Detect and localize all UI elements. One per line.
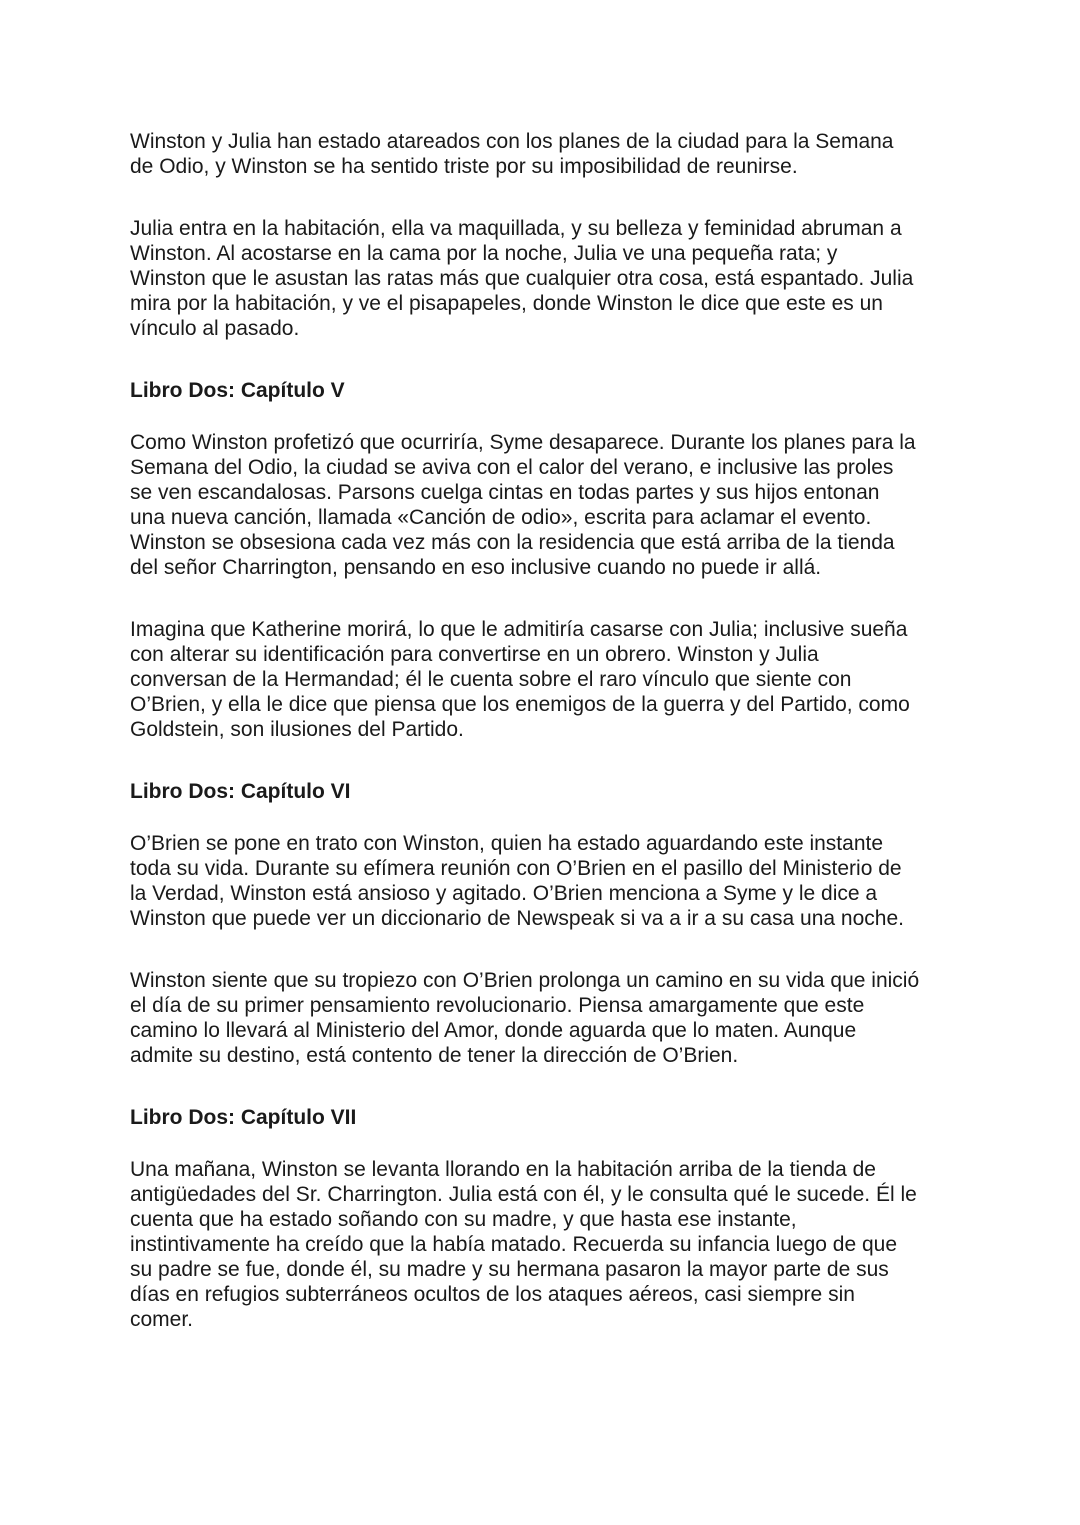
heading-capitulo-vi: Libro Dos: Capítulo VI — [130, 780, 351, 803]
heading-capitulo-v: Libro Dos: Capítulo V — [130, 379, 345, 402]
heading-capitulo-vii: Libro Dos: Capítulo VII — [130, 1106, 357, 1129]
paragraph-tropiezo-obrien: Winston siente que su tropiezo con O’Brien prolonga un camino en su vida que inició el día de su primer pensamiento revolucionario. Piensa amargamente que este camino lo llevará al Ministerio del Amor, donde aguarda que lo maten. Aunque admite su destino, está contento de tener la dirección de O’Brien. — [130, 969, 920, 1067]
paragraph-winston-llorando: Una mañana, Winston se levanta llorando en la habitación arriba de la tienda de antigüedades del Sr. Charrington. Julia está con él, y le consulta qué le sucede. Él le cuenta que ha estado soñando con su madre, y que hasta ese instante, instintivamente ha creído que la había matado. Recuerda su infancia luego de que su padre se fue, donde él, su madre y su hermana pasaron la mayor parte de sus días en refugios subterráneos ocultos de los ataques aéreos, casi siempre sin comer. — [130, 1158, 917, 1331]
paragraph-semana-odio: Winston y Julia han estado atareados con los planes de la ciudad para la Semana de Odio, y Winston se ha sentido triste por su imposibilidad de reunirse. — [130, 130, 894, 178]
paragraph-julia-habitacion: Julia entra en la habitación, ella va maquillada, y su belleza y feminidad abruman a Winston. Al acostarse en la cama por la noche, Julia ve una pequeña rata; y Winston que le asustan las ratas más que cualquier otra cosa, está espantado. Julia mira por la habitación, y ve el pisapapeles, donde Winston le dice que este es un vínculo al pasado. — [130, 217, 914, 340]
paragraph-katherine: Imagina que Katherine morirá, lo que le admitiría casarse con Julia; inclusive sueña con alterar su identificación para convertirse en un obrero. Winston y Julia conversan de la Hermandad; él le cuenta sobre el raro vínculo que siente con O’Brien, y ella le dice que piensa que los enemigos de la guerra y del Partido, como Goldstein, son ilusiones del Partido. — [130, 618, 910, 741]
document-page — [130, 129, 960, 1369]
paragraph-syme-desaparece: Como Winston profetizó que ocurriría, Syme desaparece. Durante los planes para la Semana del Odio, la ciudad se aviva con el calor del verano, e inclusive las proles se ven escandalosas. Parsons cuelga cintas en todas partes y sus hijos entonan una nueva canción, llamada «Canción de odio», escrita para aclamar el evento. Winston se obsesiona cada vez más con la residencia que está arriba de la tienda del señor Charrington, pensando en eso inclusive cuando no puede ir allá. — [130, 431, 916, 579]
paragraph-obrien-trato: O’Brien se pone en trato con Winston, quien ha estado aguardando este instante toda su vida. Durante su efímera reunión con O’Brien en el pasillo del Ministerio de la Verdad, Winston está ansioso y agitado. O’Brien menciona a Syme y le dice a Winston que puede ver un diccionario de Newspeak si va a ir a su casa una noche. — [130, 832, 904, 930]
